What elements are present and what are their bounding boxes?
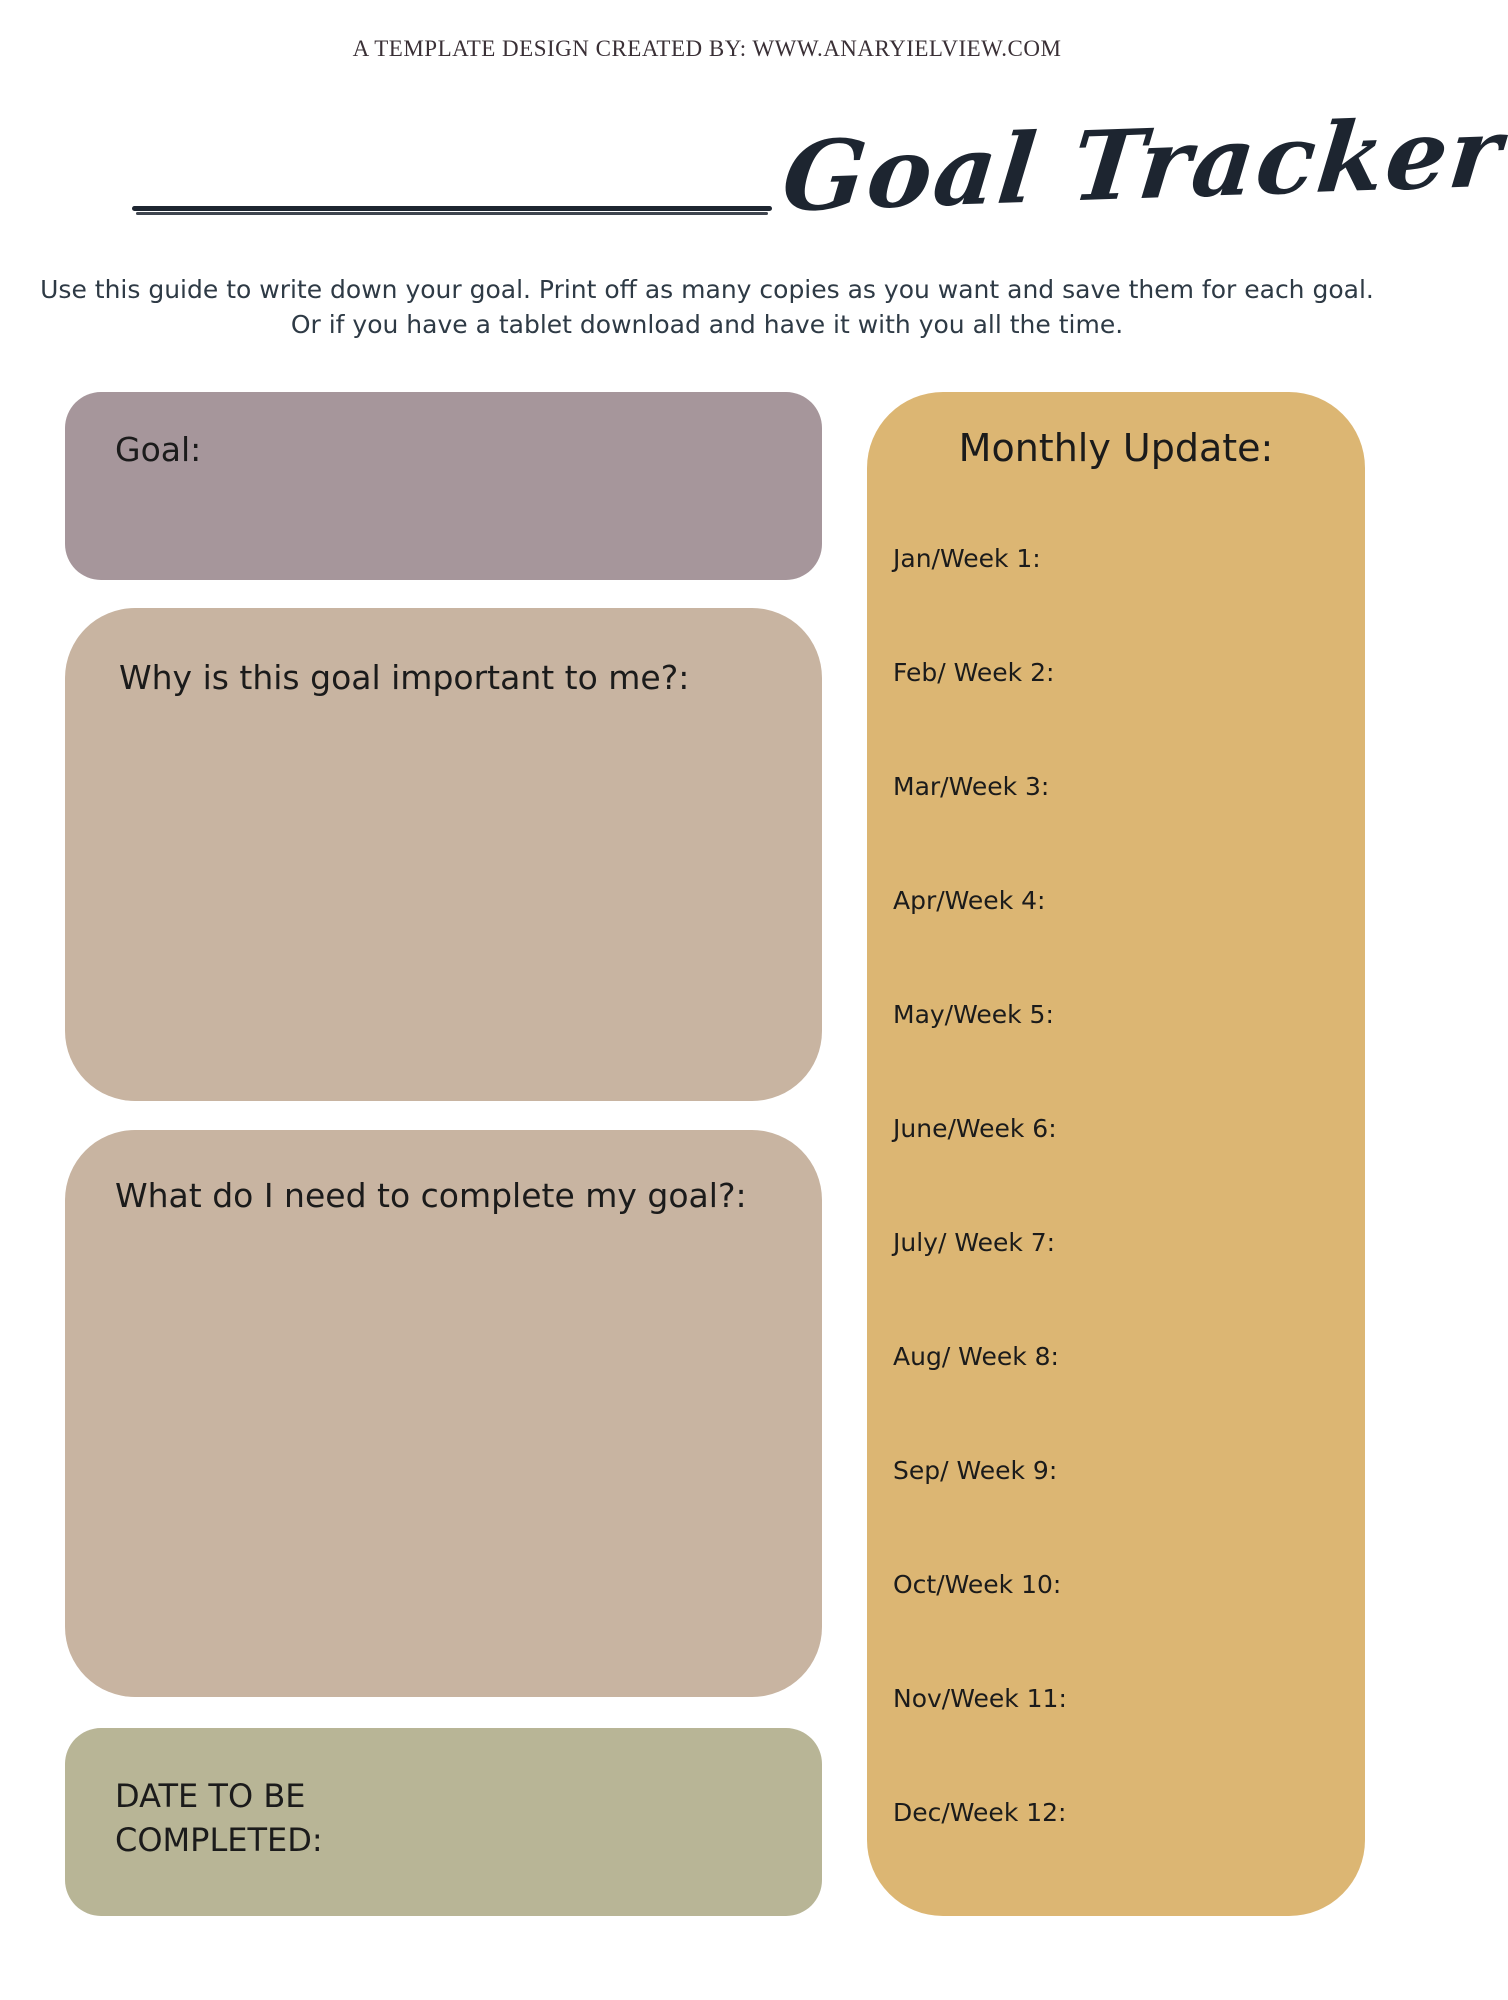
what-needed-box[interactable] [65,1130,822,1697]
monthly-update-item[interactable]: Jan/Week 1: [893,544,1041,573]
monthly-update-item[interactable]: Aug/ Week 8: [893,1342,1059,1371]
monthly-update-item[interactable]: Nov/Week 11: [893,1684,1067,1713]
what-needed-label: What do I need to complete my goal?: [115,1176,747,1215]
monthly-update-box [867,392,1365,1916]
completion-date-label [115,1774,375,1862]
monthly-update-item[interactable]: Feb/ Week 2: [893,658,1055,687]
goal-box[interactable] [65,392,822,580]
monthly-update-item[interactable]: June/Week 6: [893,1114,1057,1143]
why-important-box[interactable] [65,608,822,1101]
completion-date-label-line-2: COMPLETED: [115,1821,323,1859]
intro-line-2: Or if you have a tablet download and have it with you all the time. [290,310,1124,339]
monthly-update-item[interactable]: Dec/Week 12: [893,1798,1067,1827]
page-title: Goal Tracker [777,95,1508,234]
monthly-update-item[interactable]: May/Week 5: [893,1000,1054,1029]
completion-date-box[interactable] [65,1728,822,1916]
intro-text [40,272,1374,342]
goal-name-blank-line[interactable] [132,206,772,211]
completion-date-label-line-1: DATE TO BE [115,1777,306,1815]
monthly-update-item[interactable]: Mar/Week 3: [893,772,1050,801]
template-credit: A TEMPLATE DESIGN CREATED BY: WWW.ANARYIELVIEW.COM [352,36,1062,61]
monthly-update-item[interactable]: July/ Week 7: [893,1228,1056,1257]
monthly-update-title: Monthly Update: [958,426,1274,470]
monthly-update-list [893,544,1067,1912]
why-important-label: Why is this goal important to me?: [119,658,690,697]
goal-name-blank-line-underscore [136,212,768,215]
monthly-update-item[interactable]: Apr/Week 4: [893,886,1046,915]
monthly-update-item[interactable]: Oct/Week 10: [893,1570,1062,1599]
monthly-update-item[interactable]: Sep/ Week 9: [893,1456,1058,1485]
intro-line-1: Use this guide to write down your goal. Print off as many copies as you want and save them for each goal. [40,275,1374,304]
goal-label: Goal: [115,430,202,469]
